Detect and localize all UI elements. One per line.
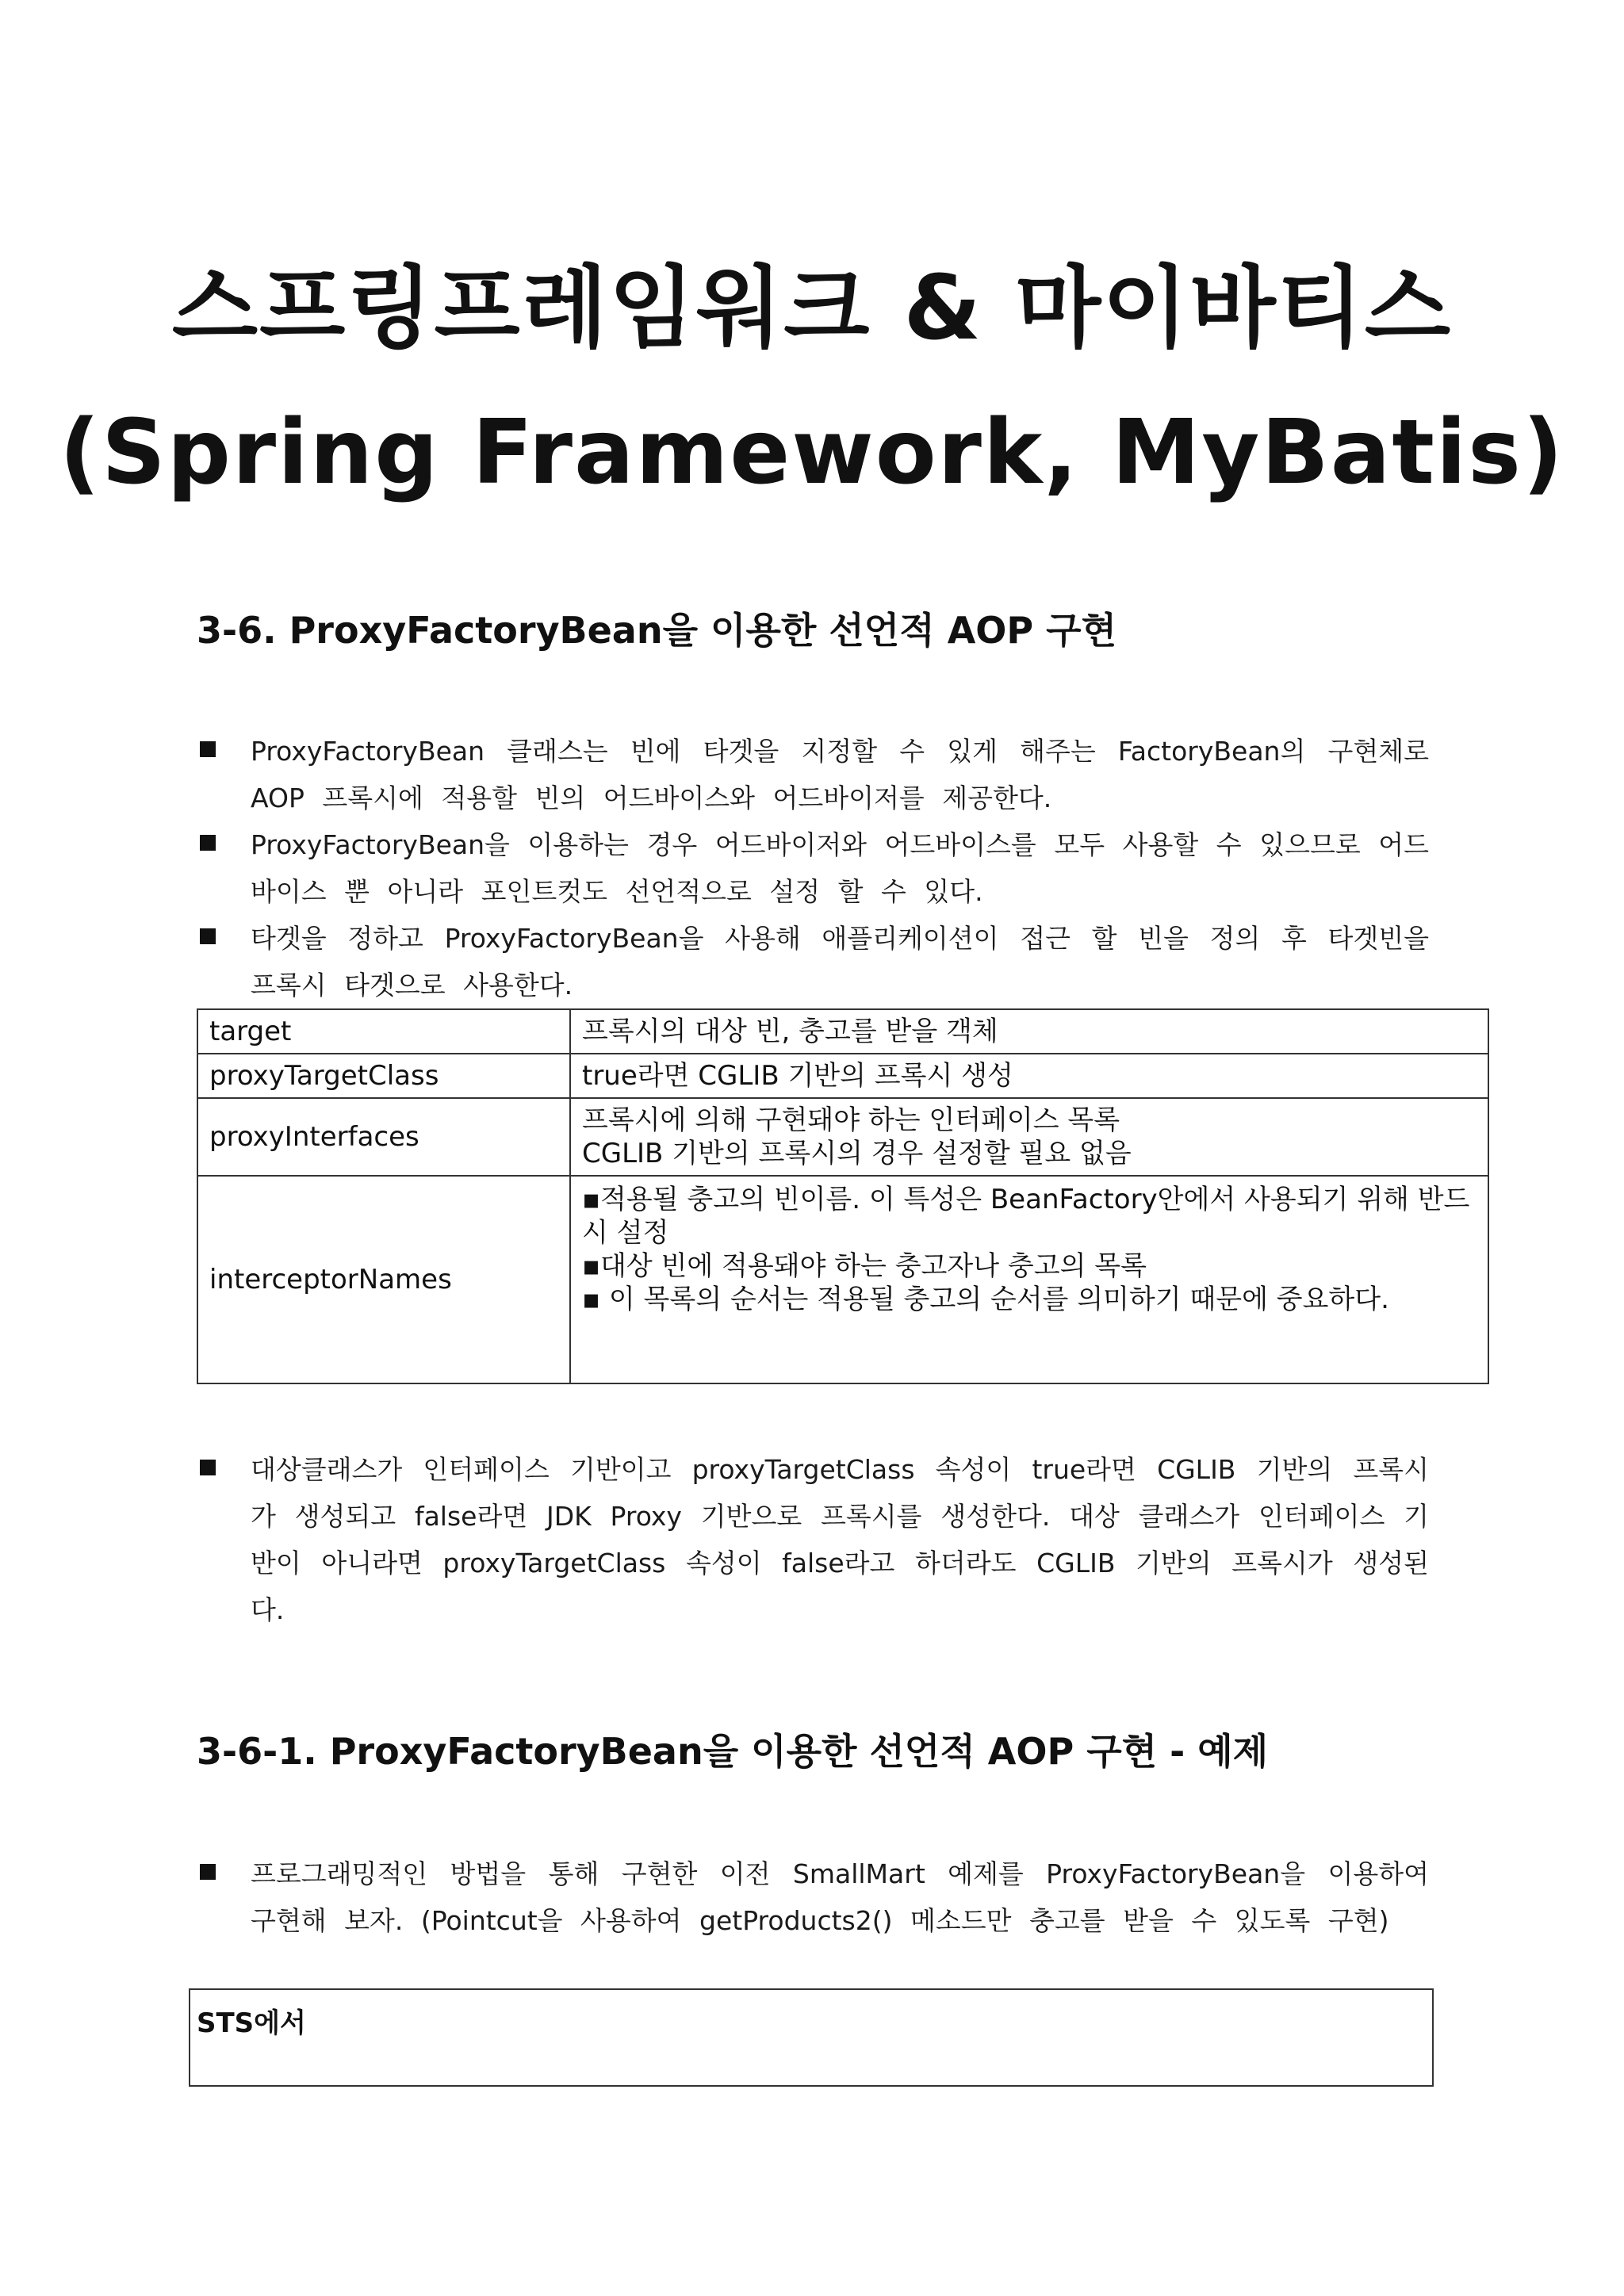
bullet-item xyxy=(197,728,1429,821)
table-row xyxy=(197,1009,1488,1054)
property-description xyxy=(570,1009,1488,1054)
bullet-text: ProxyFactoryBean을 이용하는 경우 어드바이저와 어드바이스를 모두 사용할 수 있으므로 어드바이스 뿐 아니라 포인트컷도 선언적으로 설정 할 수 있다. xyxy=(251,829,1429,907)
bullet-item xyxy=(197,915,1429,1008)
section-heading-3-6-1: 3-6-1. ProxyFactoryBean을 이용한 선언적 AOP 구현 - 예제 xyxy=(197,1730,1269,1773)
square-bullet-icon xyxy=(200,741,216,757)
property-name: proxyInterfaces xyxy=(197,1098,570,1176)
bullet-text: ProxyFactoryBean 클래스는 빈에 타겟을 지정할 수 있게 해주는 FactoryBean의 구현체로 AOP 프록시에 적용할 빈의 어드바이스와 어드바이저를 제공한다. xyxy=(251,736,1429,813)
property-description xyxy=(570,1054,1488,1098)
property-description xyxy=(570,1176,1488,1383)
description-line: ▪적용될 충고의 빈이름. 이 특성은 BeanFactory안에서 사용되기 위해 반드시 설정 xyxy=(582,1184,1470,1249)
description-line: ▪대상 빈에 적용돼야 하는 충고자나 충고의 목록 xyxy=(582,1250,1147,1282)
table-row xyxy=(197,1176,1488,1383)
property-description xyxy=(570,1098,1488,1176)
square-bullet-icon xyxy=(200,928,216,944)
document-title-korean: 스프링프레임워크 & 마이바티스 xyxy=(171,257,1453,360)
sts-box-label: STS에서 xyxy=(197,2007,306,2039)
table-row xyxy=(197,1098,1488,1176)
bullet-item xyxy=(197,1446,1429,1633)
bullet-text: 타겟을 정하고 ProxyFactoryBean을 사용해 애플리케이션이 접근 할 빈을 정의 후 타겟빈을 프록시 타겟으로 사용한다. xyxy=(251,923,1429,1001)
property-name: proxyTargetClass xyxy=(197,1054,570,1098)
description-line: true라면 CGLIB 기반의 프록시 생성 xyxy=(582,1060,1013,1092)
sts-code-box xyxy=(189,1988,1434,2087)
property-name: target xyxy=(197,1009,570,1054)
document-title-english: (Spring Framework, MyBatis) xyxy=(59,401,1565,504)
description-line: 프록시의 대상 빈, 충고를 받을 객체 xyxy=(582,1016,998,1047)
square-bullet-icon xyxy=(200,1460,216,1475)
proxyfactorybean-properties-table xyxy=(197,1008,1489,1384)
square-bullet-icon xyxy=(200,1864,216,1880)
bullet-item xyxy=(197,1850,1429,1944)
property-name: interceptorNames xyxy=(197,1176,570,1383)
square-bullet-icon xyxy=(200,835,216,851)
section-heading-3-6: 3-6. ProxyFactoryBean을 이용한 선언적 AOP 구현 xyxy=(197,609,1117,652)
bullet-text: 프로그래밍적인 방법을 통해 구현한 이전 SmallMart 예제를 ProxyFactoryBean을 이용하여 구현해 보자. (Pointcut을 사용하여 getProducts2() 메소드만 충고를 받을 수 있도록 구현) xyxy=(251,1858,1429,1936)
description-line: 프록시에 의해 구현돼야 하는 인터페이스 목록 xyxy=(582,1104,1120,1136)
table-row xyxy=(197,1054,1488,1098)
description-line: CGLIB 기반의 프록시의 경우 설정할 필요 없음 xyxy=(582,1138,1132,1169)
bullet-item xyxy=(197,821,1429,915)
bullet-text: 대상클래스가 인터페이스 기반이고 proxyTargetClass 속성이 true라면 CGLIB 기반의 프록시가 생성되고 false라면 JDK Proxy 기반으로 프록시를 생성한다. 대상 클래스가 인터페이스 기반이 아니라면 proxyTargetClass 속성이 false라고 하더라도 CGLIB 기반의 프록시가 생성된다. xyxy=(251,1454,1429,1625)
description-line: ▪ 이 목록의 순서는 적용될 충고의 순서를 의미하기 때문에 중요하다. xyxy=(582,1284,1389,1315)
